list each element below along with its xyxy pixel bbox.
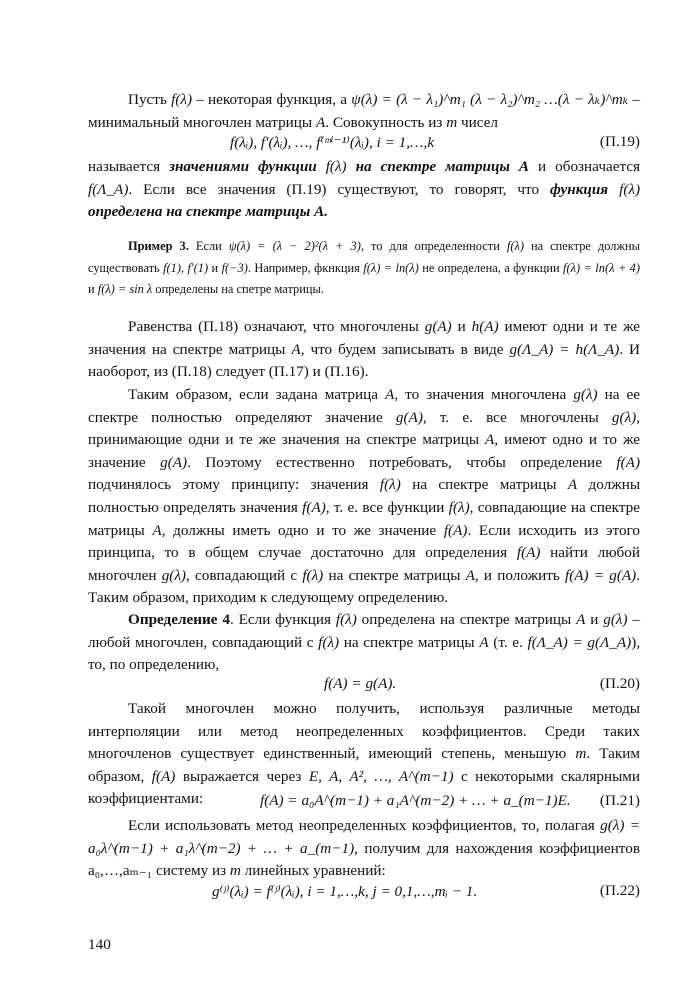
text-span: , и положить [474, 566, 560, 584]
equation-formula: g⁽ʲ⁾(λᵢ) = f⁽ʲ⁾(λᵢ), i = 1,…,k, j = 0,1,…,mᵢ − 1. [212, 883, 478, 900]
math-f-a: f(A) [443, 521, 468, 539]
text-span: . Например, фкнкция [247, 260, 360, 275]
text-span: – некоторая функция, а [196, 91, 348, 108]
math-ln: f(λ) = ln(λ) [363, 260, 419, 275]
text-span: Если [195, 239, 222, 253]
math-f-eq-g-spectrum: f(Λ_A) = g(Λ_A) [527, 633, 632, 651]
equation-p19 [88, 133, 640, 157]
text-span: , имеют одно и то же значение [88, 431, 640, 471]
text-span: , т. е. все функции [325, 498, 445, 516]
math-g-polynomial: g(λ) = a₀λ^(m−1) + a₁λ^(m−2) + … + a_(m−1) [88, 817, 640, 857]
math-f-lambda: f(λ) [379, 476, 401, 494]
math-matrix-a: A [576, 611, 586, 628]
math-ln-plus-4: f(λ) = ln(λ + 4) [563, 260, 640, 275]
text-span: , получим для нахождения коэффициентов [354, 839, 640, 857]
emphasis-text: значениями функции [169, 158, 317, 175]
text-span: . Если исходить из этого принципа, то в общем случае достаточно для определения [88, 521, 641, 562]
math-f-lambda: f(λ) [171, 91, 193, 108]
math-g-lambda: g(λ) [573, 386, 598, 403]
text-span: , то для определенности [360, 239, 500, 253]
text-span: Пусть [128, 91, 167, 108]
paragraph-definition-4 [88, 609, 640, 677]
text-span: . Поэтому естественно потребовать, чтобы определение [187, 453, 602, 471]
equation-number: (П.21) [599, 792, 640, 809]
text-span: с некоторыми скалярными коэффициентами: [88, 767, 641, 808]
text-span: называется [88, 158, 161, 175]
math-m: m [575, 745, 587, 763]
text-span: . Таким образом, приходим к следующему определению. [88, 566, 641, 607]
emphasis-text: определена на спектре матрицы A. [88, 203, 329, 221]
math-matrix-a: A [385, 386, 395, 403]
math-g-a: g(A) [395, 408, 423, 426]
text-span: (т. е. [493, 633, 523, 651]
math-f-lambda: f(λ) [619, 180, 641, 198]
equation-p20 [88, 675, 640, 699]
text-span: , т. е. все многочлены [422, 408, 599, 426]
math-f-1: f(1) [163, 260, 181, 275]
text-span: – любой многочлен, совпадающий с [88, 611, 641, 651]
math-matrix-a: A [567, 476, 578, 494]
math-f-lambda: f(λ) [448, 498, 470, 516]
text-span: и [590, 611, 599, 628]
paragraph-definition-spectrum [88, 156, 640, 224]
math-sin: f(λ) = sin λ [97, 282, 153, 296]
math-f-lambda-a: f(Λ_A) [88, 180, 129, 198]
text-span: Если использовать метод неопределенных коэффициентов, то, полагая [128, 817, 595, 834]
equation-formula: f(A) = g(A). [324, 675, 397, 692]
text-span: – минимальный многочлен матрицы [88, 91, 641, 131]
text-span: выражается через [182, 767, 302, 785]
text-span: систему из [155, 862, 227, 880]
math-g-lambda: g(λ) [611, 408, 637, 426]
math-g-lambda: g(λ) [161, 566, 186, 584]
text-span: . Таким образом, [88, 745, 641, 785]
text-span: . Совокупность из [325, 113, 443, 131]
math-f-a: f(A) [616, 453, 641, 471]
text-span: и [211, 260, 219, 275]
text-span: на спектре матрицы [412, 476, 557, 494]
text-span: определены на спетре матрицы. [155, 282, 324, 296]
text-span: и [457, 318, 466, 335]
text-span: подчинялось этому принципу: значения [88, 476, 369, 494]
example-3: Пример 3. Если ψ(λ) = (λ − 2)²(λ + 3), то для определенности f(λ) на спектре должны существовать f(1), f′(1) и f(−3). Например, фкнкция f(λ) = ln(λ) не определена, а функции f(λ) = ln(λ + 4) и f(λ) = sin λ определены на спетре матрицы. [88, 239, 640, 296]
equation-formula: f(A) = a₀A^(m−1) + a₁A^(m−2) + … + a_(m−1)E. [260, 792, 571, 809]
math-example-psi: ψ(λ) = (λ − 2)²(λ + 3) [228, 239, 361, 253]
math-f-lambda: f(λ) [325, 158, 347, 175]
math-matrix-powers: E, A, A², …, A^(m−1) [308, 767, 454, 785]
math-m: m [446, 113, 458, 131]
paragraph-intro [88, 89, 640, 134]
math-matrix-a: A [152, 521, 162, 539]
text-span: на спектре должны существовать [88, 239, 640, 275]
math-f-a: f(A) [151, 767, 176, 785]
text-span: Равенства (П.18) означают, что многочлены [128, 318, 419, 335]
equation-p21 [88, 792, 640, 816]
paragraph-equalities [88, 316, 640, 384]
paragraph-principle [88, 384, 640, 610]
equation-number: (П.20) [599, 675, 640, 692]
math-matrix-a: A [291, 340, 301, 358]
math-minimal-polynomial: ψ(λ) = (λ − λ₁)^m₁ (λ − λ₂)^m₂ …(λ − λₖ)^mₖ [351, 91, 629, 108]
paragraph-coefficients [88, 815, 640, 883]
text-span: Таким образом, если задана матрица [128, 386, 379, 403]
text-span: Такой многочлен можно получить, используя различные методы интерполяции или метод неопределенных коэффициентов. Среди таких многочленов существует единственный, имеющий степень, меньшую [88, 700, 640, 763]
text-span: не определена, а функции [422, 260, 560, 275]
math-matrix-a: A [315, 113, 326, 131]
text-span: , должны иметь одно и то же значение [161, 521, 437, 539]
text-span: на спектре матрицы [328, 566, 461, 584]
text-span: и [88, 282, 95, 296]
text-span: , то значения многочлена [394, 386, 567, 403]
text-span: имеют одни и те же значения на спектре матрицы [88, 318, 641, 358]
text-span: найти любой многочлен [88, 544, 641, 584]
math-f-a: f(A) [302, 498, 326, 516]
text-span: . И наоборот, из (П.18) следует (П.17) и (П.16). [88, 340, 641, 381]
equation-number: (П.22) [599, 882, 640, 899]
text-span: , совпадающие на спектре матрицы [88, 498, 641, 539]
equation-number: (П.19) [599, 133, 640, 150]
math-f-lambda: f(λ) [318, 633, 340, 651]
emphasis-text: функция [550, 180, 609, 198]
text-span: на ее спектре полностью определяют значение [88, 386, 641, 426]
definition-label: Определение 4 [128, 611, 230, 628]
math-m: m [229, 862, 241, 880]
text-span: , что будем записывать в виде [300, 340, 504, 358]
math-coefficients: a₀,…,aₘ₋₁ [88, 862, 153, 880]
text-span: на спектре матрицы [343, 633, 475, 651]
text-span: . Если все значения (П.19) существуют, то говорят, что [128, 180, 540, 198]
math-f-lambda: f(λ) [335, 611, 357, 628]
math-matrix-a: A [479, 633, 489, 651]
emphasis-text: на спектре матрицы A [355, 158, 530, 175]
page-number: 140 [88, 936, 111, 953]
math-h-a: h(A) [471, 318, 499, 335]
text-span: чисел [460, 113, 498, 131]
text-span: , принимающие одни и те же значения на спектре матрицы [88, 408, 641, 449]
text-span: и обозначается [538, 158, 640, 175]
math-g-a: g(A) [424, 318, 452, 335]
text-span: линейных уравнений: [244, 862, 386, 880]
math-g-a: g(A) [160, 453, 188, 471]
math-f-prime-1: f′(1) [187, 260, 209, 275]
math-g-eq-h: g(Λ_A) = h(Λ_A) [509, 340, 620, 358]
text-span: должны полностью определять значения [88, 476, 641, 516]
math-f-lambda: f(λ) [302, 566, 324, 584]
text-span: . Если функция [229, 611, 331, 628]
math-f-eq-g: f(A) = g(A) [564, 566, 637, 584]
math-f-lambda: f(λ) [506, 239, 524, 253]
text-span: ), то, по определению, [88, 633, 641, 674]
equation-formula: f(λᵢ), f′(λᵢ), …, f⁽ᵐⁱ⁻¹⁾(λᵢ), i = 1,…,k [230, 134, 435, 151]
text-span: , совпадающий с [186, 566, 298, 584]
math-g-lambda: g(λ) [603, 611, 628, 628]
math-matrix-a: A [465, 566, 475, 584]
equation-p22 [88, 882, 640, 906]
example-label: Пример 3. [128, 239, 189, 253]
math-matrix-a: A [485, 431, 495, 449]
math-f-a: f(A) [516, 544, 541, 562]
math-f-minus-3: f(−3) [221, 260, 248, 275]
text-span: определена на спектре матрицы [361, 611, 572, 628]
